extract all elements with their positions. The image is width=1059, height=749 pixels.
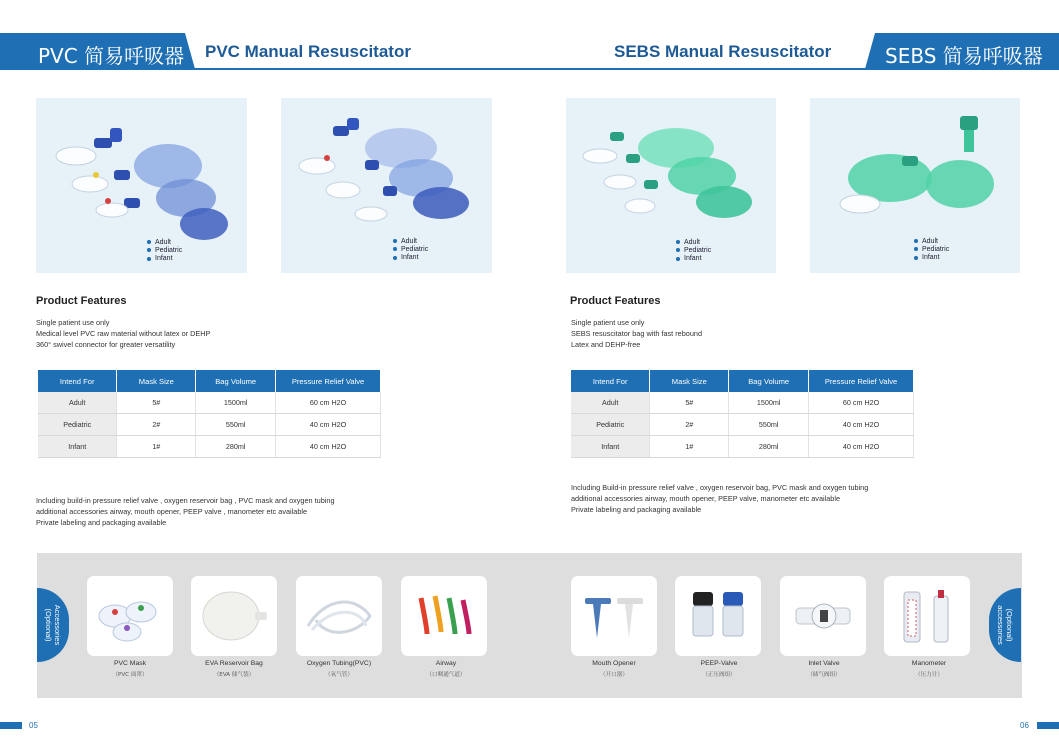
accessory-card-reservoir-bag (191, 576, 277, 656)
accessory-card-oxygen-tubing (296, 576, 382, 656)
spec-table-right (571, 370, 914, 458)
cell: 60 cm H2O (809, 392, 914, 414)
product-image-pvc-set-alt (281, 98, 492, 273)
cell: 40 cm H2O (809, 436, 914, 458)
cell: 1# (117, 436, 196, 458)
header-tab-right-text: SEBS 简易呼吸器 (885, 44, 1043, 68)
accessory-name: PEEP-Valve (700, 660, 738, 667)
cell: Adult (571, 392, 650, 414)
reservoir-bag-icon (191, 576, 277, 656)
accessory-card-manometer (884, 576, 970, 656)
legend-pediatric: Pediatric (155, 247, 183, 255)
col-header-mask-size: Mask Size (650, 370, 729, 392)
legend-pediatric: Pediatric (922, 246, 950, 254)
page-title-left: PVC Manual Resuscitator (205, 42, 411, 61)
features-heading-left: Product Features (36, 295, 127, 307)
cell: Pediatric (38, 414, 117, 436)
table-row (38, 436, 381, 458)
accessory-card-airway (401, 576, 487, 656)
bullet-icon (147, 257, 151, 261)
cell: 1500ml (729, 392, 809, 414)
accessory-name-cn: （正压阀组） (702, 672, 736, 678)
feature-item: Medical level PVC raw material without latex or DEHP (36, 328, 211, 338)
inlet-valve-icon (780, 576, 866, 656)
cell: Pediatric (571, 414, 650, 436)
footer-bar-left (0, 722, 22, 729)
note-item: Private labeling and packaging available (571, 504, 702, 514)
cell: 280ml (729, 436, 809, 458)
feature-item: SEBS resuscitator bag with fast rebound (571, 328, 703, 338)
legend-pediatric: Pediatric (401, 246, 429, 254)
size-legend-3 (676, 239, 711, 264)
col-header-mask-size: Mask Size (117, 370, 196, 392)
table-row (38, 414, 381, 436)
size-legend-1 (147, 239, 182, 264)
note-item: additional accessories airway, mouth opener, PEEP valve , manometer etc available (36, 506, 308, 516)
table-row (571, 414, 914, 436)
accessory-name: Mouth Opener (592, 660, 636, 667)
bullet-icon (914, 256, 918, 260)
footer-bar-right (1037, 722, 1059, 729)
note-item: Including build-in pressure relief valve , oxygen reservoir bag , PVC mask and oxygen tubing (36, 496, 335, 505)
note-item: additional accessories airway, mouth opener, PEEP valve, manometer etc available (571, 493, 841, 503)
cell: Infant (571, 436, 650, 458)
size-legend-4 (914, 238, 949, 263)
cell: 550ml (196, 414, 276, 436)
accessory-name: EVA Reservoir Bag (205, 660, 263, 667)
col-header-pressure-relief: Pressure Relief Valve (809, 370, 914, 392)
cell: 5# (117, 392, 196, 414)
accessory-name-cn: （口咽通气道） (426, 672, 466, 678)
sebs-resuscitator-illustration (566, 98, 776, 273)
accessory-name-cn: （氧气管） (325, 672, 353, 678)
bullet-icon (914, 239, 918, 243)
cell: Adult (38, 392, 117, 414)
accessory-card-inlet-valve (780, 576, 866, 656)
bullet-icon (393, 239, 397, 243)
accessory-card-peep-valve (675, 576, 761, 656)
accessory-name: PVC Mask (113, 660, 147, 667)
cell: 550ml (729, 414, 809, 436)
features-list-right (571, 318, 702, 350)
feature-item: Single patient use only (36, 318, 110, 327)
accessory-card-pvc-mask (87, 576, 173, 656)
bullet-icon (676, 257, 680, 261)
col-header-bag-volume: Bag Volume (196, 370, 276, 392)
bullet-icon (393, 247, 397, 251)
bullet-icon (914, 247, 918, 251)
col-header-bag-volume: Bag Volume (729, 370, 809, 392)
bullet-icon (676, 240, 680, 244)
accessory-name: Manometer (911, 660, 947, 667)
accessory-name: Airway (435, 660, 457, 667)
page-number-left: 05 (29, 721, 38, 730)
legend-infant: Infant (922, 254, 940, 262)
table-header-row (571, 370, 914, 392)
table-header-row (38, 370, 381, 392)
page-number-right: 06 (1020, 721, 1029, 730)
legend-adult: Adult (684, 239, 700, 246)
table-row (571, 392, 914, 414)
col-header-pressure-relief: Pressure Relief Valve (276, 370, 381, 392)
feature-item: 360° swivel connector for greater versatility (36, 339, 176, 349)
cell: 1# (650, 436, 729, 458)
pvc-resuscitator-illustration (36, 98, 247, 273)
table-row (38, 392, 381, 414)
cell: 40 cm H2O (809, 414, 914, 436)
mouth-opener-icon (571, 576, 657, 656)
legend-infant: Infant (155, 255, 173, 263)
cell: 40 cm H2O (276, 414, 381, 436)
oxygen-tubing-icon (296, 576, 382, 656)
legend-infant: Infant (684, 255, 702, 263)
bullet-icon (147, 240, 151, 244)
col-header-intend-for: Intend For (571, 370, 650, 392)
cell: 280ml (196, 436, 276, 458)
cell: 2# (650, 414, 729, 436)
note-item: Including Build-in pressure relief valve , oxygen reservoir bag, PVC mask and oxygen tubing (571, 483, 869, 492)
accessory-name-cn: （储气阀组） (807, 672, 841, 678)
cell: Infant (38, 436, 117, 458)
cell: 2# (117, 414, 196, 436)
features-heading-right: Product Features (570, 295, 661, 307)
accessory-name: Oxygen Tubing(PVC) (306, 660, 372, 667)
bullet-icon (147, 248, 151, 252)
legend-pediatric: Pediatric (684, 247, 712, 255)
legend-adult: Adult (922, 238, 938, 245)
size-legend-2 (393, 238, 428, 263)
notes-right (571, 483, 868, 515)
cell: 5# (650, 392, 729, 414)
accessory-name-cn: （压力计） (915, 672, 943, 678)
pvc-resuscitator-illustration-alt (281, 98, 492, 273)
product-image-pvc-set (36, 98, 247, 273)
legend-infant: Infant (401, 254, 419, 262)
airway-icon (401, 576, 487, 656)
accessory-name: Inlet Valve (808, 660, 840, 667)
cell: 60 cm H2O (276, 392, 381, 414)
col-header-intend-for: Intend For (38, 370, 117, 392)
bullet-icon (676, 248, 680, 252)
feature-item: Single patient use only (571, 318, 645, 327)
legend-adult: Adult (401, 238, 417, 245)
note-item: Private labeling and packaging available (36, 517, 167, 527)
pvc-mask-icon (87, 576, 173, 656)
features-list-left (36, 318, 210, 350)
accessory-card-mouth-opener (571, 576, 657, 656)
feature-item: Latex and DEHP-free (571, 339, 641, 349)
accessory-name-cn: （EVA 储气袋） (213, 672, 255, 678)
bullet-icon (393, 256, 397, 260)
table-row (571, 436, 914, 458)
spec-table-left (38, 370, 381, 458)
legend-adult: Adult (155, 239, 171, 246)
manometer-icon (884, 576, 970, 656)
cell: 1500ml (196, 392, 276, 414)
peep-valve-icon (675, 576, 761, 656)
header-tab-left-text: PVC 简易呼吸器 (38, 44, 185, 68)
notes-left (36, 496, 335, 528)
accessory-name-cn: （开口器） (600, 672, 628, 678)
accessories-side-label-left: Accessories (Optional) (44, 604, 62, 646)
accessories-side-label-right: (Optional) accessories (996, 605, 1014, 645)
page-title-right: SEBS Manual Resuscitator (614, 42, 832, 61)
cell: 40 cm H2O (276, 436, 381, 458)
product-image-sebs-set (566, 98, 776, 273)
accessory-name-cn: （PVC 面罩） (112, 672, 148, 678)
